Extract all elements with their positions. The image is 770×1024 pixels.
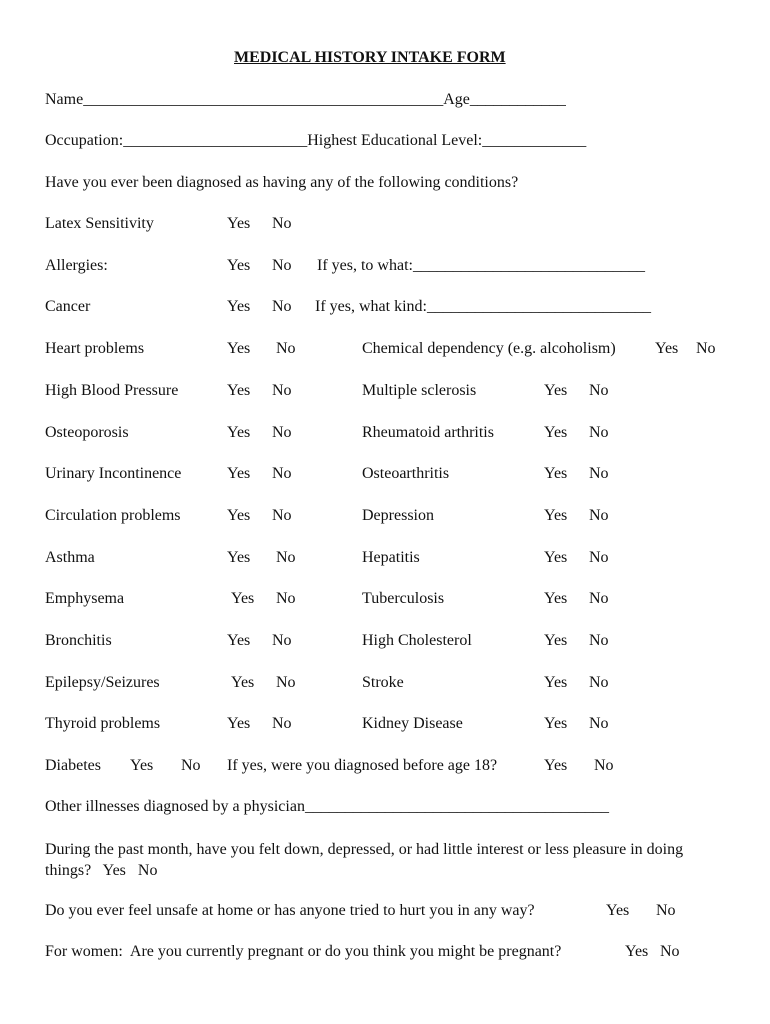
condition-kidney-disease-label: Kidney Disease — [362, 715, 463, 732]
condition-chemical-dependency-label: Chemical dependency (e.g. alcoholism) — [362, 340, 616, 357]
allergies-yes-option[interactable]: Yes — [227, 257, 251, 274]
depression-screening-yes-option[interactable]: Yes — [102, 862, 126, 879]
circulation-yes-option[interactable]: Yes — [227, 507, 251, 524]
pregnancy-yes-option[interactable]: Yes — [625, 943, 649, 960]
cholesterol-yes-option[interactable]: Yes — [544, 632, 568, 649]
pregnancy-no-option[interactable]: No — [660, 943, 680, 960]
other-illnesses-field[interactable]: Other illnesses diagnosed by a physician______________________________________ — [45, 798, 609, 815]
pregnancy-question: For women: Are you currently pregnant or do you think you might be pregnant? — [45, 943, 562, 960]
condition-thyroid-label: Thyroid problems — [45, 715, 161, 732]
asthma-yes-option[interactable]: Yes — [227, 549, 251, 566]
hepatitis-no-option[interactable]: No — [589, 549, 609, 566]
bronchitis-no-option[interactable]: No — [272, 632, 292, 649]
oa-yes-option[interactable]: Yes — [544, 465, 568, 482]
asthma-no-option[interactable]: No — [276, 549, 296, 566]
osteoporosis-no-option[interactable]: No — [272, 424, 292, 441]
condition-asthma-label: Asthma — [45, 549, 95, 566]
kidney-no-option[interactable]: No — [589, 715, 609, 732]
tb-yes-option[interactable]: Yes — [544, 590, 568, 607]
hepatitis-yes-option[interactable]: Yes — [544, 549, 568, 566]
epilepsy-no-option[interactable]: No — [276, 674, 296, 691]
condition-high-blood-pressure-label: High Blood Pressure — [45, 382, 179, 399]
condition-epilepsy-label: Epilepsy/Seizures — [45, 674, 160, 691]
chemical-yes-option[interactable]: Yes — [655, 340, 679, 357]
condition-tuberculosis-label: Tuberculosis — [362, 590, 445, 607]
epilepsy-yes-option[interactable]: Yes — [231, 674, 255, 691]
condition-emphysema-label: Emphysema — [45, 590, 125, 607]
condition-circulation-label: Circulation problems — [45, 507, 181, 524]
stroke-yes-option[interactable]: Yes — [544, 674, 568, 691]
depression-screening-no-option[interactable]: No — [137, 862, 158, 879]
condition-hepatitis-label: Hepatitis — [362, 549, 420, 566]
tb-no-option[interactable]: No — [589, 590, 609, 607]
safety-no-option[interactable]: No — [656, 902, 676, 919]
allergies-followup-field[interactable]: If yes, to what:_____________________________ — [317, 257, 645, 274]
condition-cancer-label: Cancer — [45, 298, 91, 315]
osteoporosis-yes-option[interactable]: Yes — [227, 424, 251, 441]
condition-allergies-label: Allergies: — [45, 257, 108, 274]
condition-urinary-incontinence-label: Urinary Incontinence — [45, 465, 182, 482]
condition-heart-label: Heart problems — [45, 340, 145, 357]
ra-yes-option[interactable]: Yes — [544, 424, 568, 441]
conditions-question: Have you ever been diagnosed as having any of the following conditions? — [45, 174, 519, 191]
hbp-no-option[interactable]: No — [272, 382, 292, 399]
bronchitis-yes-option[interactable]: Yes — [227, 632, 251, 649]
kidney-yes-option[interactable]: Yes — [544, 715, 568, 732]
condition-stroke-label: Stroke — [362, 674, 404, 691]
hbp-yes-option[interactable]: Yes — [227, 382, 251, 399]
depression-screening-question — [45, 839, 725, 881]
ms-yes-option[interactable]: Yes — [544, 382, 568, 399]
circulation-no-option[interactable]: No — [272, 507, 292, 524]
urinary-no-option[interactable]: No — [272, 465, 292, 482]
latex-yes-option[interactable]: Yes — [227, 215, 251, 232]
thyroid-yes-option[interactable]: Yes — [227, 715, 251, 732]
safety-question: Do you ever feel unsafe at home or has anyone tried to hurt you in any way? — [45, 902, 535, 919]
condition-depression-label: Depression — [362, 507, 434, 524]
ms-no-option[interactable]: No — [589, 382, 609, 399]
diabetes-yes-option[interactable]: Yes — [130, 757, 154, 774]
cancer-no-option[interactable]: No — [272, 298, 292, 315]
condition-rheumatoid-arthritis-label: Rheumatoid arthritis — [362, 424, 494, 441]
heart-no-option[interactable]: No — [276, 340, 296, 357]
oa-no-option[interactable]: No — [589, 465, 609, 482]
stroke-no-option[interactable]: No — [589, 674, 609, 691]
heart-yes-option[interactable]: Yes — [227, 340, 251, 357]
condition-diabetes-label: Diabetes — [45, 757, 101, 774]
condition-multiple-sclerosis-label: Multiple sclerosis — [362, 382, 477, 399]
form-title: MEDICAL HISTORY INTAKE FORM — [234, 49, 506, 66]
cholesterol-no-option[interactable]: No — [589, 632, 609, 649]
diabetes-followup-question: If yes, were you diagnosed before age 18? — [227, 757, 498, 774]
cancer-followup-field[interactable]: If yes, what kind:____________________________ — [315, 298, 651, 315]
depression-yes-option[interactable]: Yes — [544, 507, 568, 524]
condition-osteoarthritis-label: Osteoarthritis — [362, 465, 450, 482]
diabetes-before-18-yes-option[interactable]: Yes — [544, 757, 568, 774]
safety-yes-option[interactable]: Yes — [606, 902, 630, 919]
condition-latex-label: Latex Sensitivity — [45, 215, 154, 232]
depression-screening-text: During the past month, have you felt down, depressed, or had little interest or less pleasure in doing things? — [45, 841, 684, 879]
urinary-yes-option[interactable]: Yes — [227, 465, 251, 482]
chemical-no-option[interactable]: No — [696, 340, 716, 357]
diabetes-no-option[interactable]: No — [181, 757, 201, 774]
emphysema-yes-option[interactable]: Yes — [231, 590, 255, 607]
latex-no-option[interactable]: No — [272, 215, 292, 232]
allergies-no-option[interactable]: No — [272, 257, 292, 274]
cancer-yes-option[interactable]: Yes — [227, 298, 251, 315]
diabetes-before-18-no-option[interactable]: No — [594, 757, 614, 774]
condition-osteoporosis-label: Osteoporosis — [45, 424, 129, 441]
depression-no-option[interactable]: No — [589, 507, 609, 524]
emphysema-no-option[interactable]: No — [276, 590, 296, 607]
ra-no-option[interactable]: No — [589, 424, 609, 441]
occupation-education-field[interactable]: Occupation:_______________________Highest Educational Level:_____________ — [45, 132, 587, 149]
condition-bronchitis-label: Bronchitis — [45, 632, 112, 649]
name-age-field[interactable]: Name_____________________________________________Age____________ — [45, 91, 566, 108]
thyroid-no-option[interactable]: No — [272, 715, 292, 732]
condition-high-cholesterol-label: High Cholesterol — [362, 632, 472, 649]
